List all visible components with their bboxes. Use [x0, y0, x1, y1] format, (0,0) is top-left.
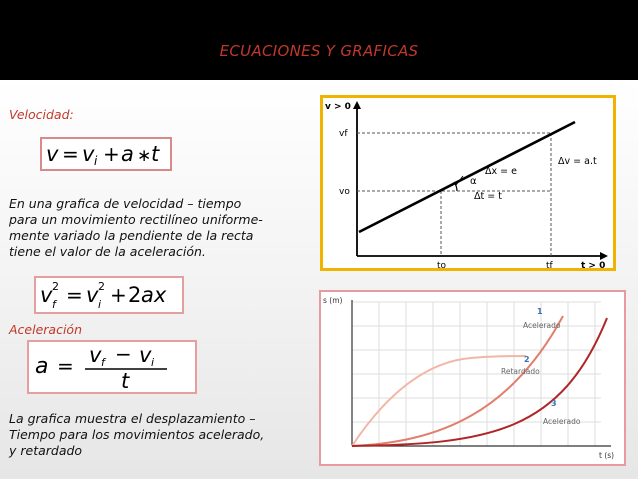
velocity-line — [359, 122, 575, 232]
svg-text:v: v — [46, 142, 59, 166]
svg-text:2: 2 — [52, 280, 59, 293]
svg-text:t: t — [151, 142, 160, 166]
velocidad-paragraph-line: tiene el valor de la aceleración. — [9, 244, 206, 259]
delta-x-label: Δx = e — [485, 166, 517, 177]
svg-text:=: = — [57, 354, 74, 378]
velocidad-paragraph-line: para un movimiento rectilíneo uniforme- — [9, 212, 263, 227]
curve-3-label: Acelerado — [543, 417, 581, 426]
svg-text:a: a — [35, 354, 49, 379]
title-bar — [0, 0, 638, 80]
svg-text:f: f — [52, 298, 56, 311]
displacement-time-graph — [319, 290, 626, 466]
svg-text:=: = — [62, 142, 79, 166]
desplazamiento-paragraph-line: Tiempo para los movimientos acelerado, — [9, 427, 265, 442]
svg-text:t: t — [121, 369, 130, 392]
curve-1-label: Acelerado — [523, 321, 561, 330]
curve-2-label: Retardado — [501, 367, 540, 376]
y-axis-label: v > 0 — [325, 102, 351, 112]
svg-text:−: − — [115, 342, 132, 366]
desplazamiento-paragraph — [9, 411, 264, 459]
equation-velocity-squared — [34, 276, 184, 314]
y-axis-arrow — [353, 101, 361, 109]
delta-t-label: Δt = t — [474, 191, 502, 202]
svg-text:v: v — [86, 283, 99, 307]
aceleracion-heading: Aceleración — [9, 322, 82, 337]
svg-text:i: i — [151, 356, 155, 369]
tf-label: tf — [546, 261, 553, 268]
velocidad-paragraph — [9, 196, 263, 260]
svg-text:i: i — [98, 298, 102, 311]
desplazamiento-paragraph-line: La grafica muestra el desplazamiento – — [9, 411, 256, 426]
svg-text:a: a — [121, 142, 134, 166]
curve-acelerado-1 — [352, 316, 563, 446]
curve-retardado — [352, 356, 526, 446]
slide-title: ECUACIONES Y GRAFICAS — [219, 42, 419, 60]
x-axis-arrow — [600, 252, 608, 260]
equation-velocity — [40, 137, 172, 171]
svg-text:∗: ∗ — [137, 146, 152, 166]
svg-text:+: + — [110, 283, 127, 307]
curve-1-number: 1 — [537, 307, 543, 316]
alpha-label: α — [470, 176, 477, 187]
svg-text:ax: ax — [141, 283, 167, 307]
x-axis-label: t > 0 — [581, 261, 606, 268]
svg-text:i: i — [94, 154, 98, 168]
svg-text:f: f — [101, 356, 105, 369]
svg-text:v: v — [89, 343, 102, 367]
equation-acceleration — [27, 340, 197, 394]
svg-text:=: = — [66, 283, 83, 307]
vf-label: vf — [339, 129, 348, 139]
svg-text:v: v — [82, 142, 95, 166]
velocity-time-graph — [320, 95, 616, 271]
curve-3-number: 3 — [551, 399, 557, 408]
to-label: to — [437, 261, 447, 268]
velocidad-paragraph-line: En una grafica de velocidad – tiempo — [9, 196, 242, 211]
desplazamiento-paragraph-line: y retardado — [9, 443, 83, 458]
velocidad-paragraph-line: mente variado la pendiente de la recta — [9, 228, 254, 243]
svg-text:+: + — [103, 142, 120, 166]
x-axis-label: t (s) — [599, 451, 615, 460]
svg-text:2: 2 — [128, 283, 142, 307]
velocidad-heading: Velocidad: — [9, 107, 74, 122]
delta-v-label: Δv = a.t — [558, 156, 597, 167]
y-axis-label: s (m) — [323, 296, 343, 305]
svg-text:2: 2 — [98, 280, 105, 293]
svg-text:v: v — [40, 283, 53, 307]
curve-acelerado-3 — [352, 318, 607, 446]
curve-2-number: 2 — [524, 355, 530, 364]
svg-text:v: v — [139, 343, 152, 367]
vo-label: vo — [339, 187, 350, 197]
